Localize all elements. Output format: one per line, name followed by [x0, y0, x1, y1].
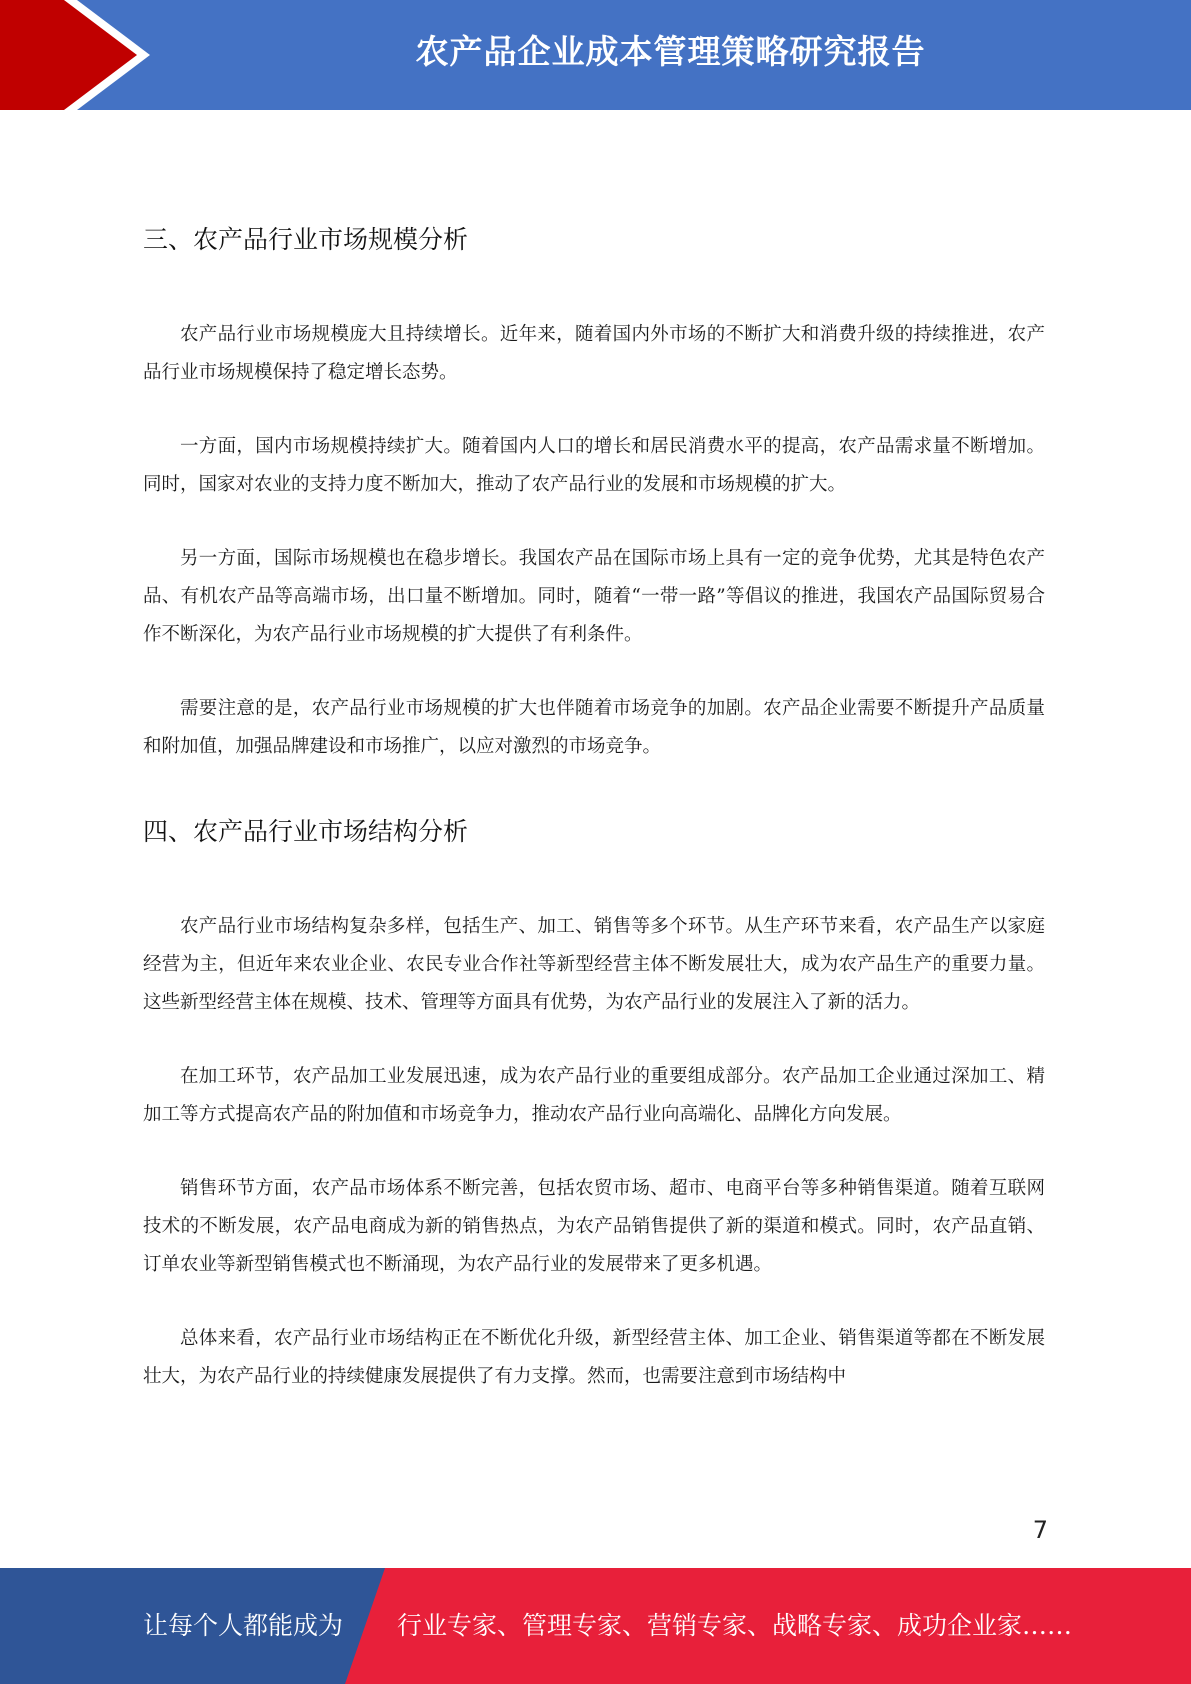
header-chevron-arrow: [0, 0, 140, 110]
paragraph: 另一方面，国际市场规模也在稳步增长。我国农产品在国际市场上具有一定的竞争优势，尤其是特色农产品、有机农产品等高端市场，出口量不断增加。同时，随着“一带一路”等倡议的推进，我国农产品国际贸易合作不断深化，为农产品行业市场规模的扩大提供了有利条件。: [143, 548, 1045, 645]
section-heading-market-structure: 四、农产品行业市场结构分析: [143, 817, 469, 846]
section-heading-market-size: 三、农产品行业市场规模分析: [143, 225, 469, 254]
document-body: [143, 180, 1045, 1396]
paragraph: 一方面，国内市场规模持续扩大。随着国内人口的增长和居民消费水平的提高，农产品需求量不断增加。同时，国家对农业的支持力度不断加大，推动了农产品行业的发展和市场规模的扩大。: [143, 436, 1045, 495]
paragraph: 在加工环节，农产品加工业发展迅速，成为农产品行业的重要组成部分。农产品加工企业通过深加工、精加工等方式提高农产品的附加值和市场竞争力，推动农产品行业向高端化、品牌化方向发展。: [143, 1066, 1045, 1125]
footer-slogan-right: 行业专家、管理专家、营销专家、战略专家、成功企业家……: [397, 1611, 1073, 1640]
page-number: 7: [1032, 1516, 1048, 1544]
paragraph: 需要注意的是，农产品行业市场规模的扩大也伴随着市场竞争的加剧。农产品企业需要不断提升产品质量和附加值，加强品牌建设和市场推广，以应对激烈的市场竞争。: [143, 698, 1045, 757]
paragraph: 农产品行业市场规模庞大且持续增长。近年来，随着国内外市场的不断扩大和消费升级的持续推进，农产品行业市场规模保持了稳定增长态势。: [143, 324, 1045, 383]
paragraph: 总体来看，农产品行业市场结构正在不断优化升级，新型经营主体、加工企业、销售渠道等都在不断发展壮大，为农产品行业的持续健康发展提供了有力支撑。然而，也需要注意到市场结构中: [143, 1328, 1045, 1387]
header-banner: [0, 0, 1191, 110]
footer-slogan-left: 让每个人都能成为: [143, 1611, 344, 1640]
report-title: 农产品企业成本管理策略研究报告: [415, 32, 926, 71]
paragraph: 农产品行业市场结构复杂多样，包括生产、加工、销售等多个环节。从生产环节来看，农产品生产以家庭经营为主，但近年来农业企业、农民专业合作社等新型经营主体不断发展壮大，成为农产品生产的重要力量。这些新型经营主体在规模、技术、管理等方面具有优势，为农产品行业的发展注入了新的活力。: [143, 916, 1045, 1013]
paragraph: 销售环节方面，农产品市场体系不断完善，包括农贸市场、超市、电商平台等多种销售渠道。随着互联网技术的不断发展，农产品电商成为新的销售热点，为农产品销售提供了新的渠道和模式。同时，农产品直销、订单农业等新型销售模式也不断涌现，为农产品行业的发展带来了更多机遇。: [143, 1178, 1045, 1275]
footer-banner: [0, 1568, 1191, 1684]
